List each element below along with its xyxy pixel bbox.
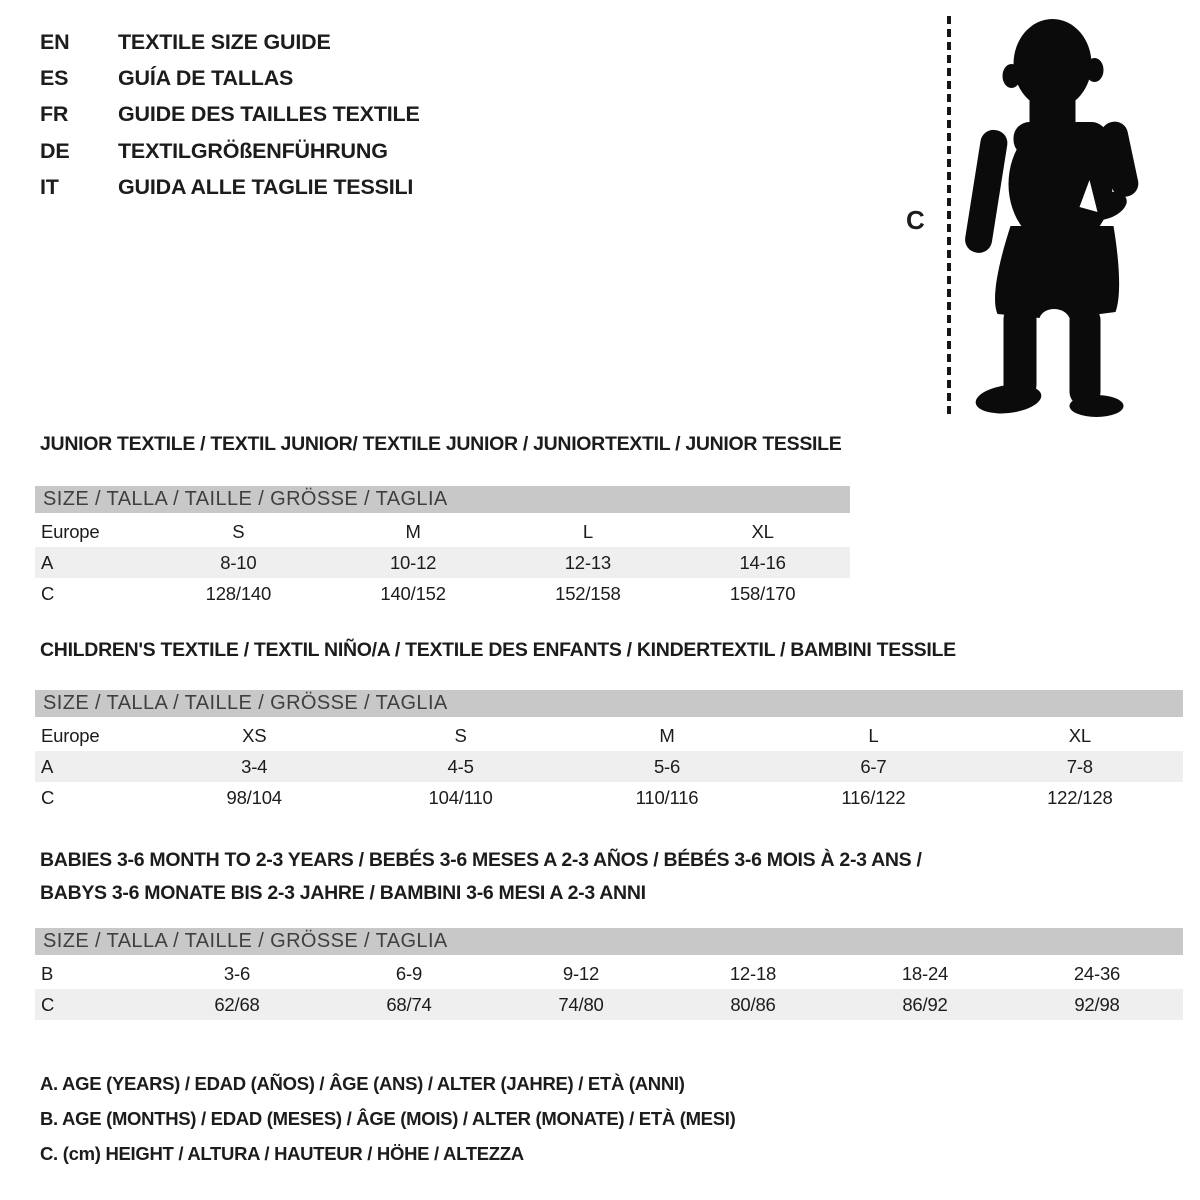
table-cell: 8-10 [220,551,257,573]
table-cell: 80/86 [730,993,776,1015]
table-cell: 158/170 [729,582,796,604]
junior-size-header-bar: SIZE / TALLA / TAILLE / GRÖSSE / TAGLIA [35,486,850,513]
guide-title-fr: GUIDE DES TAILLES TEXTILE [118,102,420,127]
table-cell: 110/116 [635,786,699,808]
footnote-height-cm: C. (cm) HEIGHT / ALTURA / HAUTEUR / HÖHE / ALTEZZA [40,1143,524,1164]
footnote-age-months: B. AGE (MONTHS) / EDAD (MESES) / ÂGE (MOIS) / ALTER (MONATE) / ETÀ (MESI) [40,1108,736,1129]
row-label: A [41,551,54,573]
children-europe-row [35,720,1183,751]
table-cell: XL [751,520,774,542]
table-cell: 6-7 [860,755,887,777]
guide-title-de: TEXTILGRÖßENFÜHRUNG [118,138,388,163]
row-label: Europe [41,724,100,746]
babies-size-header-bar: SIZE / TALLA / TAILLE / GRÖSSE / TAGLIA [35,928,1183,955]
table-cell: S [232,520,245,542]
height-dashed-line [947,16,951,418]
language-code: ES [40,66,69,91]
table-cell: 86/92 [902,993,948,1015]
table-cell: 12-18 [729,962,777,984]
junior-size-table [35,486,850,609]
children-size-table [35,690,1183,813]
language-row-en [40,24,420,60]
table-cell: M [405,520,421,542]
row-label: A [41,755,54,777]
table-cell: 68/74 [386,993,432,1015]
junior-height-row [35,578,850,609]
children-size-header-bar: SIZE / TALLA / TAILLE / GRÖSSE / TAGLIA [35,690,1183,717]
row-label: C [41,582,55,604]
language-row-es [40,60,420,96]
table-cell: 3-6 [223,962,251,984]
table-cell: 10-12 [389,551,437,573]
table-cell: M [659,724,675,746]
table-cell: L [582,520,593,542]
table-cell: 140/152 [380,582,446,604]
row-label: Europe [41,520,100,542]
junior-age-row [35,547,850,578]
table-cell: 128/140 [205,582,272,604]
table-cell: 14-16 [739,551,786,573]
table-cell: 98/104 [226,786,282,808]
language-code: IT [40,175,59,200]
table-cell: 74/80 [558,993,604,1015]
toddler-silhouette-image [962,14,1140,418]
table-cell: 18-24 [901,962,949,984]
table-cell: 6-9 [395,962,423,984]
footnote-age-years: A. AGE (YEARS) / EDAD (AÑOS) / ÂGE (ANS) / ALTER (JAHRE) / ETÀ (ANNI) [40,1073,685,1094]
table-cell: 5-6 [653,755,681,777]
table-cell: 104/110 [428,786,493,808]
table-cell: 152/158 [555,582,621,604]
children-section-title: CHILDREN'S TEXTILE / TEXTIL NIÑO/A / TEXTILE DES ENFANTS / KINDERTEXTIL / BAMBINI TESSILE [40,639,956,661]
table-cell: 122/128 [1047,786,1113,808]
table-cell: L [868,724,879,746]
language-row-fr [40,97,420,133]
language-title-list [40,24,420,206]
language-row-de [40,133,420,169]
row-label: C [41,786,55,808]
table-cell: 9-12 [562,962,600,984]
babies-months-row [35,958,1183,989]
table-cell: 116/122 [841,786,906,808]
table-cell: 3-4 [241,755,268,777]
language-code: EN [40,29,70,54]
row-label: C [41,993,55,1015]
table-cell: XS [242,724,267,746]
table-cell: 92/98 [1074,993,1120,1015]
guide-title-en: TEXTILE SIZE GUIDE [118,29,331,54]
babies-size-table [35,928,1183,1020]
table-cell: 62/68 [214,993,260,1015]
language-code: FR [40,102,69,127]
height-measure-label: C [906,205,925,235]
junior-section-title: JUNIOR TEXTILE / TEXTIL JUNIOR/ TEXTILE JUNIOR / JUNIORTEXTIL / JUNIOR TESSILE [40,433,842,455]
children-age-row [35,751,1183,782]
footnote-legend [40,1066,735,1171]
junior-europe-row [35,516,850,547]
table-cell: XL [1068,724,1091,746]
table-cell: 4-5 [447,755,474,777]
table-cell: 12-13 [564,551,612,573]
row-label: B [41,962,54,984]
guide-title-it: GUIDA ALLE TAGLIE TESSILI [118,175,414,200]
table-cell: 7-8 [1066,755,1093,777]
language-code: DE [40,138,70,163]
language-row-it [40,170,420,206]
babies-height-row [35,989,1183,1020]
children-height-row [35,782,1183,813]
table-cell: 24-36 [1073,962,1121,984]
guide-title-es: GUÍA DE TALLAS [118,66,294,91]
babies-section-title-line1: BABIES 3-6 MONTH TO 2-3 YEARS / BEBÉS 3-6 MESES A 2-3 AÑOS / BÉBÉS 3-6 MOIS À 2-3 ANS / [40,849,922,871]
table-cell: S [454,724,467,746]
babies-section-title-line2: BABYS 3-6 MONATE BIS 2-3 JAHRE / BAMBINI 3-6 MESI A 2-3 ANNI [40,882,646,904]
